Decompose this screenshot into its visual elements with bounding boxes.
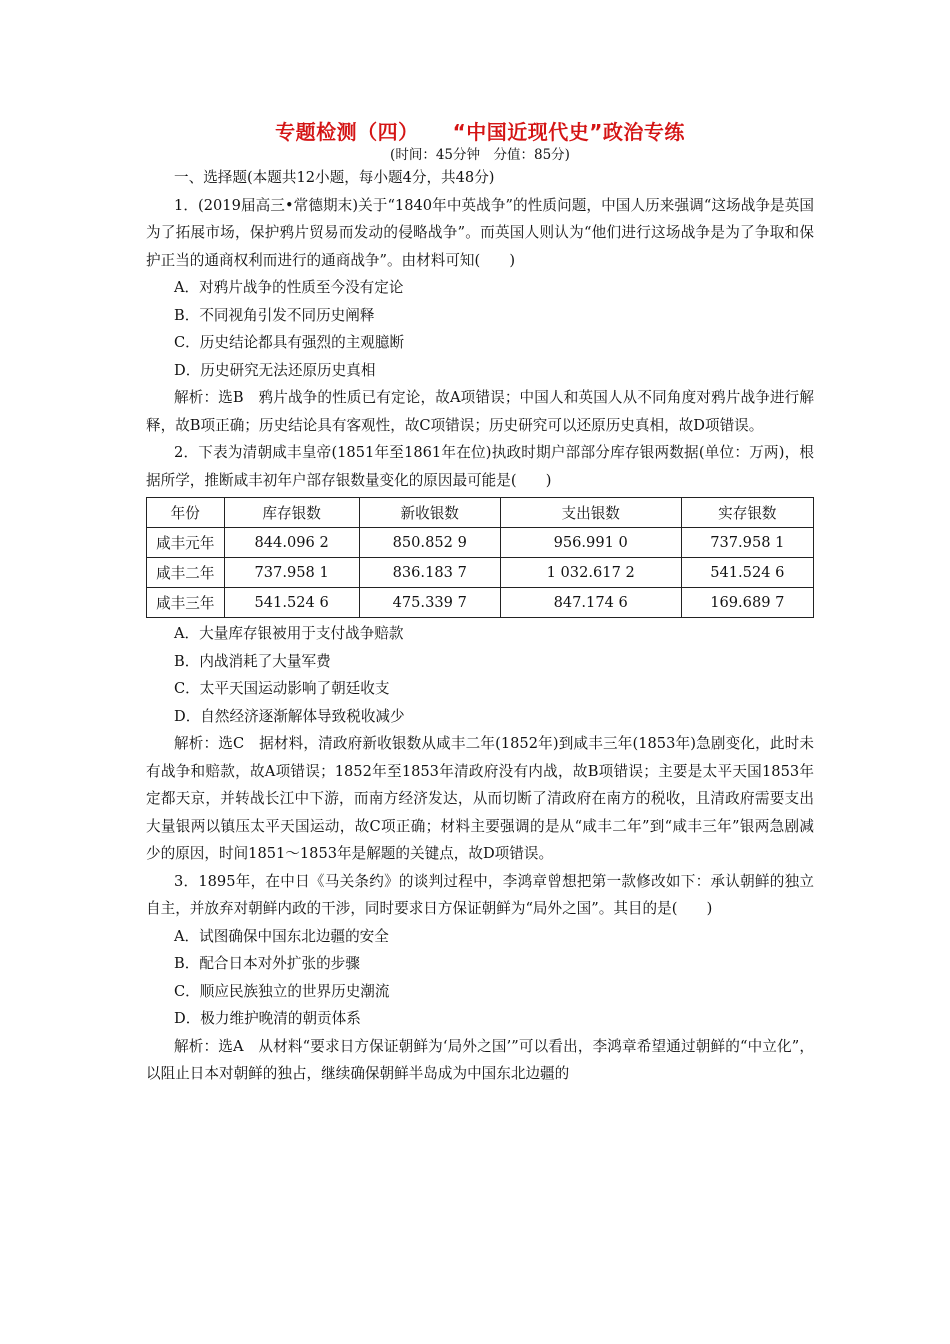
table-cell: 844.096 2 bbox=[224, 528, 359, 558]
table-cell: 541.524 6 bbox=[681, 558, 813, 588]
table-cell: 咸丰二年 bbox=[147, 558, 225, 588]
table-cell: 475.339 7 bbox=[359, 588, 500, 618]
question-1-option-a: A．对鸦片战争的性质至今没有定论 bbox=[174, 279, 404, 296]
table-cell: 1 032.617 2 bbox=[500, 558, 681, 588]
section-heading: 一、选择题(本题共12小题，每小题4分，共48分) bbox=[174, 169, 495, 186]
page-subtitle: (时间：45分钟 分值：85分) bbox=[390, 147, 570, 163]
question-1-option-d: D．历史研究无法还原历史真相 bbox=[174, 361, 376, 379]
question-1-option-b: B．不同视角引发不同历史阐释 bbox=[174, 306, 375, 324]
question-1-stem: 1．(2019届高三•常德期末)关于“1840年中英战争”的性质问题，中国人历来强调“这场战争是英国为了拓展市场，保护鸦片贸易而发动的侵略战争”。而英国人则认为“他们进行这场战争是为了争取和保护正当的通商权利而进行的通商战争”。由材料可知( ) bbox=[146, 196, 814, 269]
table-header-cell: 库存银数 bbox=[224, 498, 359, 528]
question-1-analysis: 解析：选B 鸦片战争的性质已有定论，故A项错误；中国人和英国人从不同角度对鸦片战争进行解释，故B项正确；历史结论具有客观性，故C项错误；历史研究可以还原历史真相，故D项错误。 bbox=[146, 389, 814, 434]
question-2-option-a: A．大量库存银被用于支付战争赔款 bbox=[174, 625, 404, 642]
question-3-option-a: A．试图确保中国东北边疆的安全 bbox=[174, 927, 389, 945]
question-3-stem: 3．1895年，在中日《马关条约》的谈判过程中，李鸿章曾想把第一款修改如下：承认朝鲜的独立自主，并放弃对朝鲜内政的干涉，同时要求日方保证朝鲜为“局外之国”。其目的是( ) bbox=[146, 872, 814, 917]
table-cell: 956.991 0 bbox=[500, 528, 681, 558]
table-header-cell: 支出银数 bbox=[500, 498, 681, 528]
question-2-option-d: D．自然经济逐渐解体导致税收减少 bbox=[174, 707, 405, 725]
question-2-stem: 2．下表为清朝咸丰皇帝(1851年至1861年在位)执政时期户部部分库存银两数据(单位：万两)，根据所学，推断咸丰初年户部存银数量变化的原因最可能是( ) bbox=[146, 444, 814, 489]
table-cell: 169.689 7 bbox=[681, 588, 813, 618]
table-row bbox=[147, 558, 814, 588]
question-2-analysis: 解析：选C 据材料，清政府新收银数从咸丰二年(1852年)到咸丰三年(1853年)急剧变化，此时未有战争和赔款，故A项错误；1852年至1853年清政府没有内战，故B项错误；主要是太平天国1853年定都天京，并转战长江中下游，而南方经济发达，从而切断了清政府在南方的税收，且清政府需要支出大量银两以镇压太平天国运动，故C项正确；材料主要强调的是从“咸丰二年”到“咸丰三年”银两急剧减少的原因，时间1851～1853年是解题的关键点，故D项错误。 bbox=[146, 735, 814, 862]
question-3-option-b: B．配合日本对外扩张的步骤 bbox=[174, 955, 360, 972]
question-2-option-c: C．太平天国运动影响了朝廷收支 bbox=[174, 680, 390, 697]
table-cell: 咸丰元年 bbox=[147, 528, 225, 558]
title-right: “中国近现代史”政治专练 bbox=[452, 120, 685, 144]
table-cell: 737.958 1 bbox=[224, 558, 359, 588]
question-2-option-b: B．内战消耗了大量军费 bbox=[174, 652, 331, 670]
table-cell: 850.852 9 bbox=[359, 528, 500, 558]
document-page bbox=[146, 118, 814, 1088]
table-header-cell: 年份 bbox=[147, 498, 225, 528]
table-row bbox=[147, 528, 814, 558]
table-cell: 541.524 6 bbox=[224, 588, 359, 618]
table-cell: 847.174 6 bbox=[500, 588, 681, 618]
table-header-row bbox=[147, 498, 814, 528]
table-row bbox=[147, 588, 814, 618]
table-header-cell: 实存银数 bbox=[681, 498, 813, 528]
page-title bbox=[146, 118, 814, 146]
question-1-option-c: C．历史结论都具有强烈的主观臆断 bbox=[174, 334, 405, 351]
table-cell: 737.958 1 bbox=[681, 528, 813, 558]
question-3-analysis: 解析：选A 从材料“要求日方保证朝鲜为‘局外之国’”可以看出，李鸿章希望通过朝鲜的“中立化”，以阻止日本对朝鲜的独占，继续确保朝鲜半岛成为中国东北边疆的 bbox=[146, 1037, 814, 1082]
question-3-option-d: D．极力维护晚清的朝贡体系 bbox=[174, 1010, 361, 1027]
silver-data-table bbox=[146, 497, 814, 618]
table-cell: 836.183 7 bbox=[359, 558, 500, 588]
question-3-option-c: C．顺应民族独立的世界历史潮流 bbox=[174, 982, 390, 1000]
table-cell: 咸丰三年 bbox=[147, 588, 225, 618]
table-header-cell: 新收银数 bbox=[359, 498, 500, 528]
title-left: 专题检测（四） bbox=[275, 120, 419, 144]
